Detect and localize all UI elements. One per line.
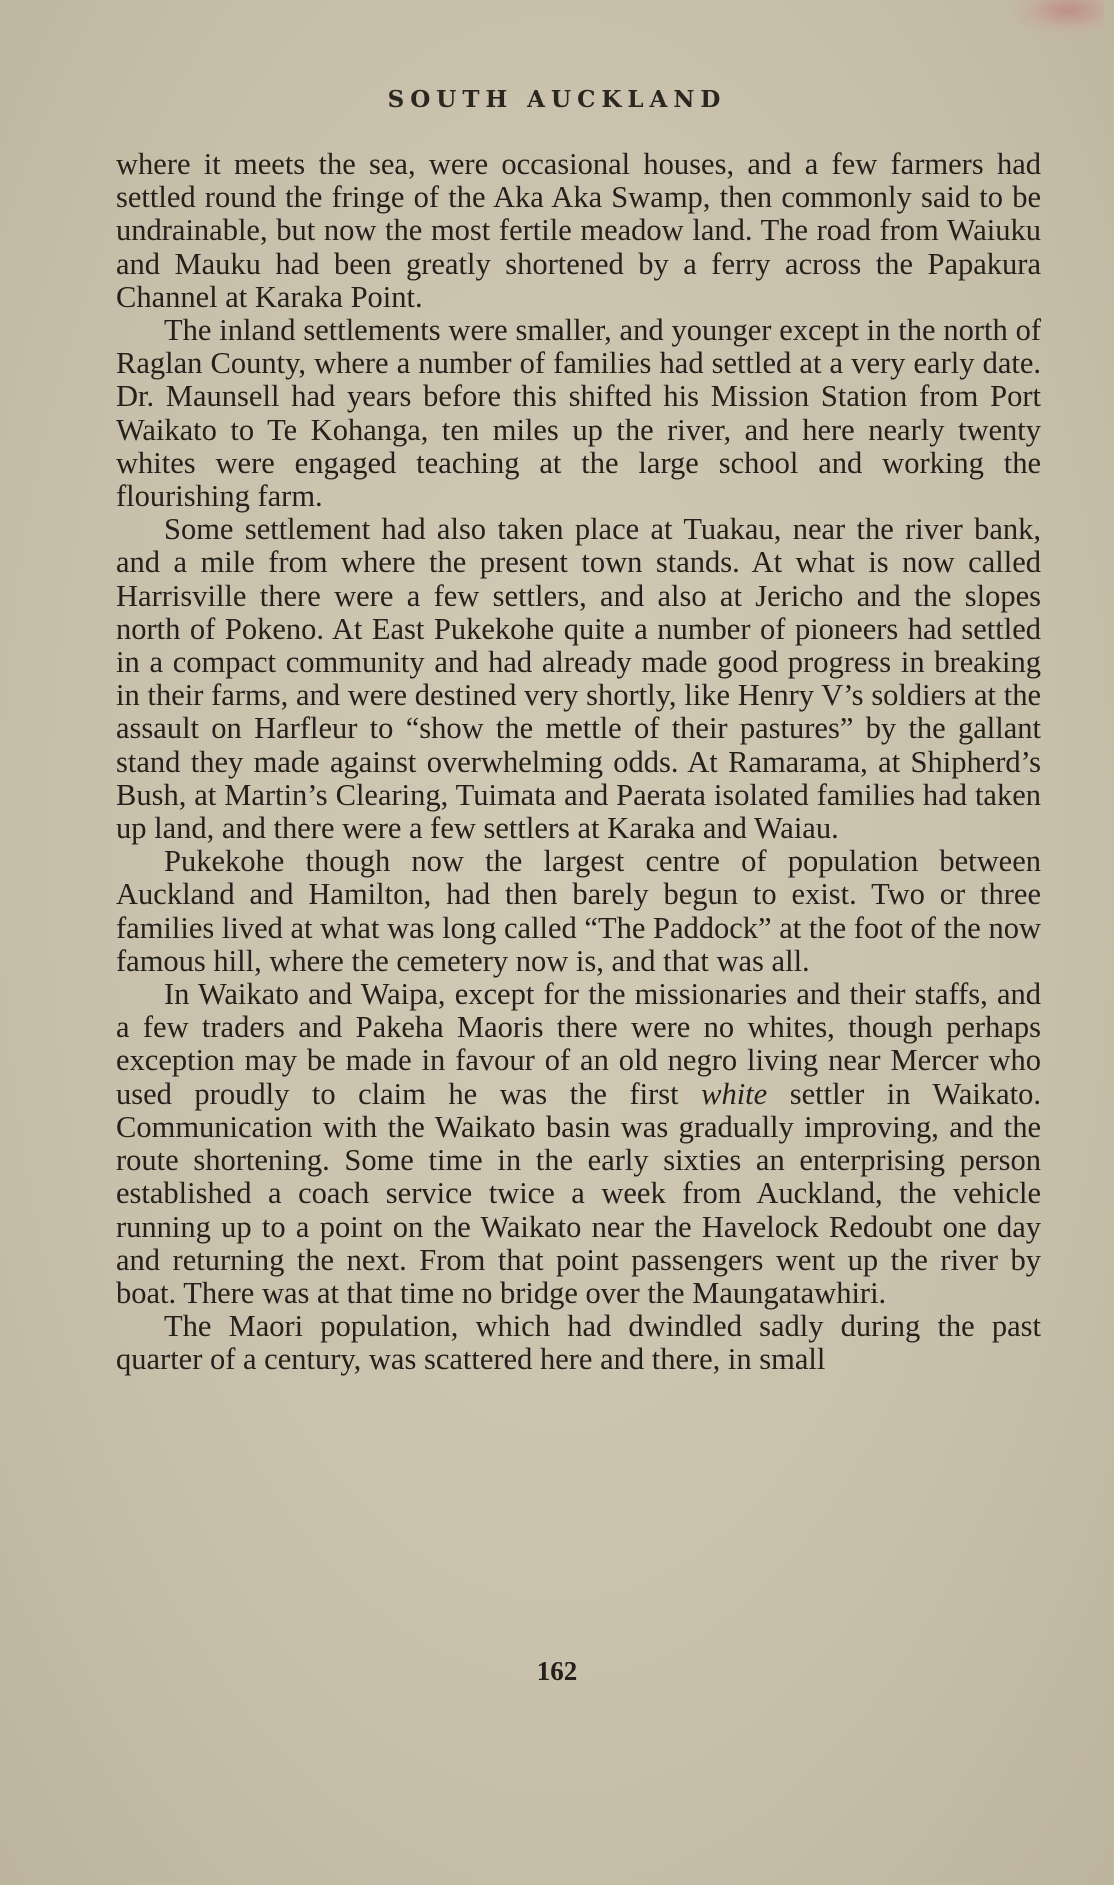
body-text <box>116 148 1041 1377</box>
paragraph-waikato-text-b: settler in Waikato. Communication with the Waikato basin was gradually improving, and the route shortening. Some time in the early sixties an enterprising person established a coach service twice a week from Auckland, the vehicle running up to a point on the Waikato near the Havelock Redoubt one day and returning the next. From that point passengers went up the river by boat. There was at that time no bridge over the Maungatawhiri. <box>116 1076 1041 1310</box>
paragraph-tuakau: Some settlement had also taken place at Tuakau, near the river bank, and a mile from where the present town stands. At what is now called Harrisville there were a few settlers, and also at Jericho and the slopes north of Pokeno. At East Pukekohe quite a number of pioneers had settled in a compact community and had already made good progress in breaking in their farms, and were destined very shortly, like Henry V’s soldiers at the assault on Harfleur to “show the mettle of their pastures” by the gallant stand they made against overwhelming odds. At Ramarama, at Shipherd’s Bush, at Martin’s Clearing, Tuimata and Paerata isolated families had taken up land, and there were a few settlers at Karaka and Waiau. <box>116 512 1041 846</box>
paragraph-pukekohe: Pukekohe though now the largest centre of population between Auckland and Hamilton, had then barely begun to exist. Two or three families lived at what was long called “The Paddock” at the foot of the now famous hill, where the cemetery now is, and that was all. <box>116 844 1041 978</box>
page-number: 162 <box>536 1656 578 1686</box>
paragraph-maori-population: The Maori population, which had dwindled sadly during the past quarter of a century, was scattered here and there, in small <box>116 1309 1041 1377</box>
paragraph-waikato-text-a: In Waikato and Waipa, except for the missionaries and their staffs, and a few traders and Pakeha Maoris there were no whites, though perhaps exception may be made in favour of an old negro living near Mercer who used proudly to claim he was the first <box>116 977 1041 1111</box>
paragraph-inland-settlements: The inland settlements were smaller, and younger except in the north of Raglan County, where a number of families had settled at a very early date. Dr. Maunsell had years before this shifted his Mission Station from Port Waikato to Te Kohanga, ten miles up the river, and here nearly twenty whites were engaged teaching at the large school and working the flourishing farm. <box>116 313 1041 514</box>
corner-stain <box>1014 0 1104 34</box>
paragraph-waikato-waipa <box>116 978 1041 1310</box>
italic-word: white <box>701 1076 768 1111</box>
paragraph-continuation: where it meets the sea, were occasional houses, and a few farmers had settled round the fringe of the Aka Aka Swamp, then commonly said to be undrainable, but now the most fertile meadow land. The road from Waiuku and Mauku had been greatly shortened by a ferry across the Papakura Channel at Karaka Point. <box>116 147 1041 314</box>
running-head: SOUTH AUCKLAND <box>387 86 727 113</box>
